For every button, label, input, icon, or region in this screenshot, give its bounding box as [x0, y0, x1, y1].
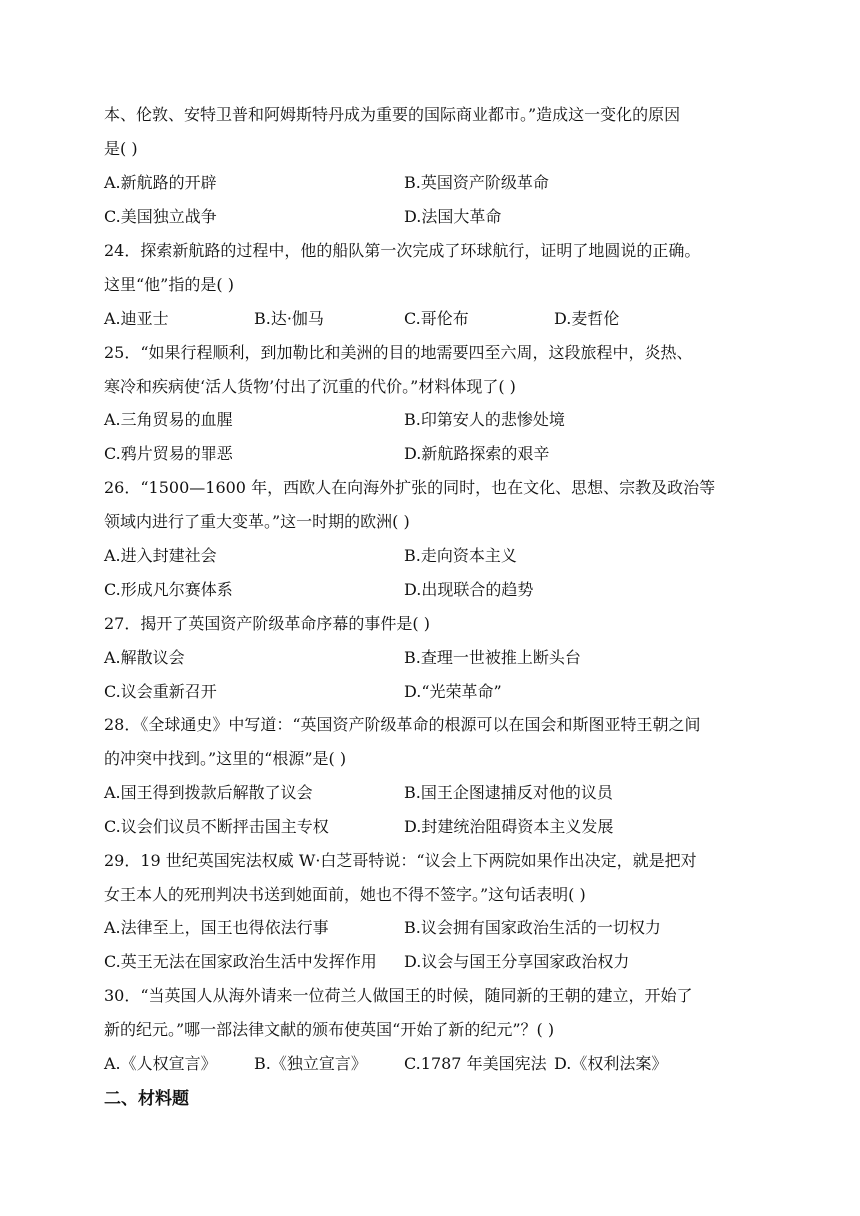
q24-line1: 24．探索新航路的过程中，他的船队第一次完成了环球航行，证明了地圆说的正确。	[104, 241, 701, 260]
q28-option-d: D.封建统治阻碍资本主义发展	[404, 817, 614, 836]
q27-option-a: A.解散议会	[104, 648, 185, 667]
q27-option-b: B.查理一世被推上断头台	[404, 648, 581, 667]
q29-line2: 女王本人的死刑判决书送到她面前，她也不得不签字。”这句话表明( )	[104, 885, 586, 904]
q30-line1: 30．“当英国人从海外请来一位荷兰人做国王的时候，随同新的王朝的建立，开始了	[104, 986, 693, 1005]
q25-line2: 寒冷和疾病使‘活人货物’付出了沉重的代价。”材料体现了( )	[104, 377, 516, 396]
q29-option-a: A.法律至上，国王也得依法行事	[104, 918, 329, 937]
q24-option-b: B.达·伽马	[254, 309, 324, 328]
q25-option-a: A.三角贸易的血腥	[104, 410, 233, 429]
q28-option-a: A.国王得到拨款后解散了议会	[104, 783, 313, 802]
q30-option-b: B.《独立宣言》	[254, 1054, 367, 1073]
q29-option-c: C.英王无法在国家政治生活中发挥作用	[104, 952, 377, 971]
q29-option-b: B.议会拥有国家政治生活的一切权力	[404, 918, 661, 937]
q26-option-a: A.进入封建社会	[104, 546, 217, 565]
q23-option-a: A.新航路的开辟	[104, 173, 217, 192]
q24-option-d: D.麦哲伦	[554, 309, 620, 328]
section-heading-material: 二、材料题	[104, 1089, 189, 1109]
q27-option-c: C.议会重新召开	[104, 682, 217, 701]
q28-line1: 28．《全球通史》中写道：“英国资产阶级革命的根源可以在国会和斯图亚特王朝之间	[104, 715, 701, 734]
q30-line2: 新的纪元。”哪一部法律文献的颁布使英国“开始了新的纪元”？( )	[104, 1020, 555, 1039]
q24-option-a: A.迪亚士	[104, 309, 169, 328]
q27-option-d: D.“光荣革命”	[404, 682, 502, 701]
q24-line2: 这里“他”指的是( )	[104, 275, 234, 294]
q27-line1: 27．揭开了英国资产阶级革命序幕的事件是( )	[104, 614, 430, 633]
q23-option-b: B.英国资产阶级革命	[404, 173, 549, 192]
q29-line1: 29．19 世纪英国宪法权威 W·白芝哥特说：“议会上下两院如果作出决定，就是把对	[104, 851, 697, 870]
q28-option-c: C.议会们议员不断抨击国主专权	[104, 817, 329, 836]
q23-line1: 本、伦敦、安特卫普和阿姆斯特丹成为重要的国际商业都市。”造成这一变化的原因	[104, 105, 681, 124]
q30-option-d: D.《权利法案》	[554, 1054, 668, 1073]
q28-option-b: B.国王企图逮捕反对他的议员	[404, 783, 613, 802]
q29-option-d: D.议会与国王分享国家政治权力	[404, 952, 630, 971]
q23-option-d: D.法国大革命	[404, 207, 502, 226]
q30-option-a: A.《人权宣言》	[104, 1054, 217, 1073]
q23-option-c: C.美国独立战争	[104, 207, 217, 226]
q26-option-b: B.走向资本主义	[404, 546, 517, 565]
q30-option-c: C.1787 年美国宪法	[404, 1054, 547, 1073]
q24-option-c: C.哥伦布	[404, 309, 469, 328]
q25-option-d: D.新航路探索的艰辛	[404, 444, 550, 463]
q26-line1: 26．“1500—1600 年，西欧人在向海外扩张的同时，也在文化、思想、宗教及政治等	[104, 478, 716, 497]
q26-option-c: C.形成凡尔赛体系	[104, 580, 233, 599]
q28-line2: 的冲突中找到。”这里的“根源”是( )	[104, 749, 347, 768]
q25-option-c: C.鸦片贸易的罪恶	[104, 444, 233, 463]
q25-line1: 25．“如果行程顺利，到加勒比和美洲的目的地需要四至六周，这段旅程中，炎热、	[104, 343, 693, 362]
q26-option-d: D.出现联合的趋势	[404, 580, 534, 599]
q25-option-b: B.印第安人的悲惨处境	[404, 410, 565, 429]
q23-line2: 是( )	[104, 139, 138, 158]
q26-line2: 领域内进行了重大变革。”这一时期的欧洲( )	[104, 512, 410, 531]
